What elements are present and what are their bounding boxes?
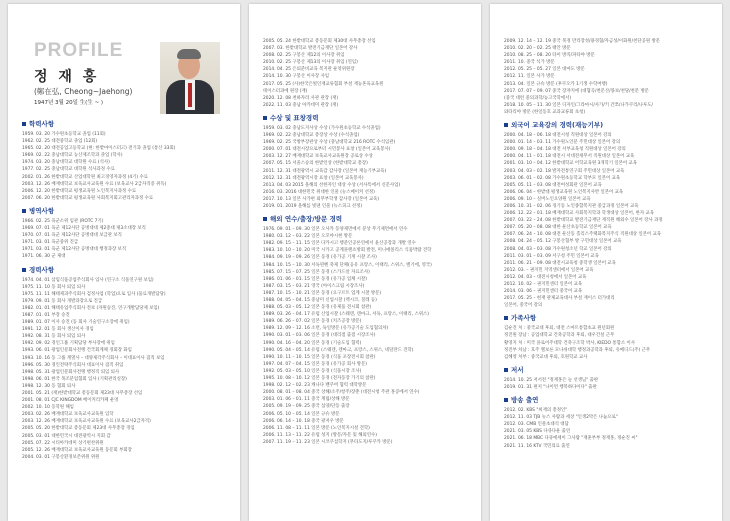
list-item: 1969. 02. 22 충남대학교 총장상 수상 (수석졸업) bbox=[263, 133, 360, 139]
list-item: 2002. 10. 10 동학원 해임 bbox=[22, 405, 74, 411]
list-item: 1971. 06. 30 군 제대 bbox=[22, 254, 66, 260]
list-item: 2012. 03. CMB 인물초대석 대담 bbox=[504, 422, 569, 428]
list-item: 1990. 03. 01 – 03. 06 일본 동경 (대리점 출점 시장조사) bbox=[263, 333, 376, 339]
list-item: 2006. 11. 13 – 11. 22 유럽 성지 (방문/자문 및 해외연수) bbox=[263, 432, 377, 438]
list-item: 1976. 09. 01 – 09. 30 일본 오사카 동양제면에서 분상 무기제면에서 연수 bbox=[263, 227, 408, 233]
list-item: 2007. 03. 한밭대학교 발전기금재단 일본어 강사 bbox=[263, 46, 358, 52]
list-item: 2021. 06. 18 MBC 다큐에세이 그사람 "재훈부부 정재홍, 정순진 씨" bbox=[504, 436, 638, 442]
section-title-text: 가족사항 bbox=[511, 314, 537, 323]
list-item: 2006. 09. 10 – 실버노인요양원 일본어 교육 bbox=[504, 196, 591, 202]
list-item: 1979. 09. 01 동 회사 개발과장으로 진급 bbox=[22, 298, 103, 304]
section-title bbox=[504, 121, 714, 130]
list-item: 1969. 02. 25 국방부장관상 수상 (충남대학교 216 ROTC 수석임관) bbox=[263, 140, 396, 146]
list-item: 2007. 05. 15 서울스승의 한밭인상 (한밭대학교 총장) bbox=[263, 161, 368, 167]
section-title-text: 외국어 교육강의 경력(재능기부) bbox=[511, 121, 604, 130]
section-title bbox=[504, 396, 714, 405]
list-item: 1997. 04. 07 – 04. 15 일본 동경 (유가공 회사 방문) bbox=[263, 361, 367, 367]
list-item: 2002. 01. 26 한밭대학교 산업대학원 최고경영자과정 (4기) 수료 bbox=[22, 174, 148, 180]
square-bullet-icon bbox=[504, 398, 508, 402]
list-item: 2005. 09. 19 – 09. 25 중국 섬양/단동 출장 bbox=[263, 404, 350, 410]
list-item: 2005. 05. 20 한밭대학교 총동문회 제23대 사무총장 경임 bbox=[22, 426, 135, 432]
list-item: 1992. 05. 03 – 05. 10 일본 동경 (식품시장 조사) bbox=[263, 368, 362, 374]
list-item: 1987. 10. 15 – 10. 21 일본 동경 (요구르트 업계 시찰 방문) bbox=[263, 290, 382, 296]
list-item: 2016. 03. 2016 대한민국 위대한 인물 (뉴스메이커 선정) bbox=[263, 189, 375, 195]
list-item: 2012. 12. 31 대전광역시장 표창 (일본어 교육봉사) bbox=[263, 175, 364, 181]
list-item: 2000. 01. 14 – 03. 11 가수원노인분 주민대상 일본어 강의 bbox=[504, 140, 621, 146]
list-item: 테이스터과에 원장 (재) bbox=[263, 88, 308, 94]
section-title bbox=[22, 207, 232, 216]
page-1-content bbox=[22, 120, 232, 461]
list-item: 2012. 05. 25 – 05. 27 일본 대마도 방문 bbox=[504, 67, 585, 73]
list-item: 황영지 처 : 미국 플로어주대학 건축구조학 박사, KIEDO 통합소 이사 bbox=[504, 340, 636, 346]
list-item: 2022. 11. 03 충남 아카데미 관장 (재) bbox=[263, 102, 339, 108]
list-item: 1984. 10. 15 – 10. 30 서독뮌헨 축제 단체(응유 프랑스, 이태리, 스위스, 벨기에, 영국) bbox=[263, 262, 432, 268]
section-title-text: 수상 및 표창경력 bbox=[270, 113, 319, 122]
list-item: 1977. 02. 25 충남대학교 대학원 석사과정 수료 bbox=[22, 167, 115, 173]
list-item: 2017. 07. 07 – 09. 07 중국 장쟈지에 (대협곡/천문산/몽보/천당/천문 방문 bbox=[504, 88, 649, 94]
list-item: 2001. 03. 10 – 04. 12 한밭대학교 어학교육원 3개학기 일본어 교육 bbox=[504, 161, 637, 167]
list-item: 1980. 03. 12 – 03. 22 일본 오꼬야시현 방문 bbox=[263, 234, 353, 240]
list-item: 2007. 06. 24 – 10. 08 대전 둔산동 홀리스주택화복지주식 직원대상 일본어 교육 bbox=[504, 232, 662, 238]
list-item: 1966. 02. 25 육군소위 임관 (ROTC 7기) bbox=[22, 218, 104, 224]
list-item: 2000. 07. 01 대전시장으로부터 시민봉사 표창 (일본어 교육봉사) bbox=[263, 147, 391, 153]
list-item: 2011. 12. 31 대전광역시 교육감 감사장 (일본어 재능기부교육) bbox=[263, 168, 387, 174]
list-item: 2006. 12. 20 한밭대학교 평생교육원 노인복지사과정 수료 bbox=[22, 188, 137, 194]
page-3 bbox=[490, 4, 722, 521]
list-item: 2005. 03. 01 대한민국시 대전광역시 지회 감 bbox=[22, 433, 111, 439]
list-item: 1993. 10. 16 동 그룹 계열사 – 대양제각주식회사 – 이대표이사 겸직 보임 bbox=[22, 355, 165, 361]
square-bullet-icon bbox=[22, 268, 26, 272]
list-item: 2003. 04. 03 – 02. 18 발자전통연구회 주민대상 일본어 교육 bbox=[504, 168, 625, 174]
list-item: 1998. 06. 01 한국 목조분업협회 입사 (기획관리실장) bbox=[22, 376, 127, 382]
section-title-text: 저서 bbox=[511, 365, 524, 374]
list-item: 1993. 06. 01 광업인분회사전맹 건국회계체 경회장 화임 bbox=[22, 348, 132, 354]
list-item: 2014. 03. 06 – 권지민센터 중국어 교육 bbox=[504, 289, 583, 295]
list-item: 2008. 04. 03 – 03. 08 가수원청소년 학교 일본어 강의 bbox=[504, 246, 612, 252]
list-item: 1975. 11. 10 동 회사 퇴임 퇴사 bbox=[22, 284, 86, 290]
list-item: 2000. 09. 18 – 04. 18 대전 서부교육청 직원대상 일본어 강의 bbox=[504, 147, 626, 153]
list-item: 2008. 02. 25 구봉산 제12의 이사장 취임 bbox=[263, 53, 345, 59]
square-bullet-icon bbox=[504, 123, 508, 127]
list-item: 2006. 06. 14 – 10. 18 중국 광저우 방문 bbox=[263, 418, 344, 424]
list-item: 1998. 02. 12 – 02. 23 캐나다 밴쿠버 협력 대학방문 bbox=[263, 383, 367, 389]
list-item: 1992. 09. 02 경인그룹 기획담당 부사장에 취임 bbox=[22, 341, 115, 347]
list-item: 정진부 차남 : 호주 멜보른 모나쉬대학 행정과공학과 후퇴, 유메디드(주) 근무 bbox=[504, 347, 651, 353]
list-item: 2010. 02. 20 – 02. 25 태안 방문 bbox=[504, 46, 571, 52]
list-item: 2014. 10. 25 저서전 "정재홍은 늘 선생님" 출판 bbox=[504, 377, 599, 383]
list-item: 1996. 05. 30 경인전략주식회사 대표이사 겸직 취임 bbox=[22, 362, 124, 368]
square-bullet-icon bbox=[504, 316, 508, 320]
list-item: 일본어, 중국어 강의 bbox=[504, 303, 543, 309]
square-bullet-icon bbox=[263, 217, 267, 221]
list-item: 2005. 05. 11 – 03. 08 대전여성회관 일본어 교육 bbox=[504, 182, 602, 188]
list-item: 1969. 07. 01 육군 제12사단 공병대대 제2중대 제3소대장 보직 bbox=[22, 226, 146, 232]
section-title bbox=[504, 314, 714, 323]
list-item: 2006. 10. 31 – 02. 06 경기동 노인종합복지관 중급과정 일본어 교육 bbox=[504, 203, 639, 209]
list-item: 2005. 05. 24 한밭대학교 총동문회 제30대 사무총장 선임 bbox=[263, 39, 376, 44]
list-item: 와타리야 방문 (한일동호 교과교류회 초청) bbox=[504, 109, 586, 115]
list-item: 2003. 06. 01 – 02. 08 가수원초등학교 학부모 일본어 교육 bbox=[504, 175, 621, 181]
list-item: 2006. 06. 04 – 한밭대 평생교육원 노인복지사반 일본어 교육 bbox=[504, 189, 624, 195]
list-item: 1975. 11. 11 해태제과주식회사 검정사업 (학업)으로 입사 (품료개발담당) bbox=[22, 291, 166, 297]
section-title bbox=[263, 215, 473, 224]
list-item: 1982. 09. 15 – 11. 15 일본 다카시고 행준인공론연에서 윤산공장과 개발 연수 bbox=[263, 241, 416, 247]
list-item: 2020. 12. 08 천하자라 사관 관장 (재) bbox=[263, 95, 339, 101]
list-item: 2013. 04. 일본 규슈 방문 (후쿠오카 1기생 수학여행) bbox=[504, 81, 608, 87]
list-item: 1989. 03. 26 – 04. 17 유럽 산업시찰 (스웨덴, 덴마크, 서독, 프랑스, 이태리, 스위스) bbox=[263, 312, 430, 318]
list-item: 1998. 12. 30 동 협회 퇴사 bbox=[22, 383, 76, 389]
list-item: 2007. 11. 19 – 11. 23 일본 시코쿠섬학지 (무타도지/루쿠카 방문) bbox=[263, 439, 393, 445]
profile-photo bbox=[160, 42, 220, 114]
list-item: 2019. 01. 2019 올해를 빛낸 인물 (뉴스피크 선정) bbox=[263, 203, 363, 209]
list-item: 2007. 06. 20 한밭대학교 평생교육원 사회복지회고관리자과정 수료 bbox=[22, 195, 154, 201]
birth-date: 1947년 3월 20일 生(生 ~ ) bbox=[34, 100, 104, 106]
person-name: 정 재 홍 bbox=[34, 69, 100, 85]
list-item: 1990. 04. 16 – 04. 20 일본 동경 (기술도입 협력) bbox=[263, 340, 362, 346]
list-item: 2021. 11. 16 KTV 국민의료 출연 bbox=[504, 443, 570, 449]
list-item: 2019. 01. 31 편저 "나이면 행복하다이다" 출판 bbox=[504, 384, 597, 390]
list-item: 1995. 10. 08 – 10. 12 일본 동경 (전자동장 가기의 참관) bbox=[263, 376, 376, 382]
list-item: 2000. 04. 18 – 06. 18 대전시청 직원대상 일본어 강의 bbox=[504, 133, 612, 139]
section-title-text: 경력사항 bbox=[29, 265, 55, 274]
page-2-content bbox=[263, 38, 473, 446]
section-title bbox=[504, 366, 714, 375]
list-item: 2006. 11. 08 – 11. 11 일본 방문 (노인복지시설 견학) bbox=[263, 425, 370, 431]
list-item: 2013. 04. 03 2015 올해의 선한자인 대상 수상 (서사특에서 신문사업) bbox=[263, 182, 401, 188]
list-item: 2005. 12. 26 배재대학교 보육교사교육원 동문회 부회장 bbox=[22, 447, 132, 453]
list-item: 1989. 12. 09 – 12. 16 소련, 독일방문 (유가공기술 도입협의차) bbox=[263, 326, 389, 332]
list-item: 2008. 04. 24 – 05. 12 구봉산협부 방 구민대상 일본어 교육 bbox=[504, 239, 622, 245]
list-item: 2021. 03. 05 KBS 다큐다운 출연 bbox=[504, 429, 571, 435]
page-1 bbox=[8, 4, 240, 521]
list-item: 2004. 03. 01 구봉산환경보존위원 위원 bbox=[22, 454, 100, 460]
list-item: 1959. 03. 02 충남도지사상 수상 (가수원초등학교 수석졸업) bbox=[263, 125, 381, 131]
list-item: 2001. 05. 21 (재)한밭대학교 총동문회 제23대 사무총장 선임 bbox=[22, 391, 143, 396]
list-item: 김혜영 처부 : 중국교대 후퇴, 호원학교 교사 bbox=[504, 354, 588, 360]
list-item: 1971. 03. 01 육군 제12사단 공병대대 행정과장 보직 bbox=[22, 247, 127, 253]
list-item: 2017. 05. 25 (사)한국은빛인재교류협회 부설 재능혼육교육원 bbox=[263, 81, 384, 87]
list-item: 1971. 03. 01 육군중위 진급 bbox=[22, 240, 79, 246]
list-item: 1990. 05. 04 – 05. 14 유럽 (스웨덴, 덴마크, 프랑스, 스위스, 네덜란드 견학) bbox=[263, 347, 414, 353]
list-item: 1988. 05. 03 – 05. 12 일본 동경 (유제품 전시회 참관) bbox=[263, 305, 372, 311]
list-item: 2011. 10. 중국 석가 방문 bbox=[504, 60, 555, 66]
list-item: 2011. 03. 01 – 03. 09 서구청 주민 일본어 교육 bbox=[504, 253, 599, 259]
list-item: 2003. 12. 26 배재대학교 보육교사교육원 수료 (보육교사 2급자격증 취득) bbox=[22, 181, 167, 187]
list-item: 1974. 04. 01 삼립식품공업주식회사 입사 (연구소 식품연구원 보임) bbox=[22, 277, 154, 283]
list-item: 1970. 07. 01 육군 제12사단 공병대대 보급관 보직 bbox=[22, 233, 122, 239]
list-item: 2010. 08. 25 – 08. 20 타이 방콕/파타야 방문 bbox=[504, 53, 595, 59]
list-item: 2000. 08. 01 – 08. 04 중국 상해/소주/항주/장춘 (대전시청 주관 홍콩에서 연수) bbox=[263, 390, 420, 396]
list-item: 1987. 01. 01 부장 승진 bbox=[22, 312, 70, 318]
list-item: 1989. 06. 26 – 07. 02 일본 동경 (치즈공장 방문) bbox=[263, 319, 362, 325]
section-title bbox=[22, 266, 232, 275]
list-item: 1965. 02. 20 대전공업고등학교 (현: 한밭마이스터고) 전기과 졸업 (통산 33회) bbox=[22, 146, 176, 152]
section-title-text: 학력사항 bbox=[29, 120, 55, 128]
list-item: 2006. 05. 10 – 05. 14 일본 규슈 방문 bbox=[263, 411, 340, 417]
person-name-sub: (鄭在弘, Cheong~Jaehong) bbox=[34, 87, 133, 96]
section-title bbox=[22, 120, 232, 129]
list-item: 2003. 02. 26 배재대학교 보육교사교육원 입학 bbox=[22, 412, 114, 418]
list-item: 2017. 05. 25 – 현재 관제교육대사 부설 재이스 터가대리 bbox=[504, 296, 615, 302]
square-bullet-icon bbox=[263, 116, 267, 120]
list-item: 2003. 01. 06 – 01. 11 중국 계림/상해 방문 bbox=[263, 397, 350, 403]
list-item: 2012. 03. – 권지민 지역센터에서 일본어 교육 bbox=[504, 267, 594, 273]
list-item: 2009. 12. 14 – 12. 19 중국 북경 만리장성/용경협/자금성/이화원/천단공원 방문 bbox=[504, 39, 660, 44]
list-item: 2010. 02. 25 구봉산 제13의 이사장 취임 (연임) bbox=[263, 60, 358, 66]
list-item: 1974. 03. 20 충남대학교 대학원 수료 (석사) bbox=[22, 160, 110, 166]
list-item: 정진원 장남 : 공업대학교 건축공학과 후퇴, 대우건설 근무 bbox=[504, 333, 615, 339]
page-2 bbox=[249, 4, 481, 521]
list-item: 1969. 02. 22 충남대학교 농산제조학과 졸업 (학사) bbox=[22, 153, 123, 159]
section-title bbox=[263, 114, 473, 123]
list-item: 1959. 03. 20 가수원초등학교 졸업 (11회) bbox=[22, 132, 106, 137]
page-3-content bbox=[504, 38, 714, 450]
list-item: 2007. 05. 20 – 08. 08 대한 둔산초등학교 일본어 교육 bbox=[504, 225, 612, 231]
list-item: 2000. 04. 11 – 01. 18 대전시 서대전세무서 직원대상 일본어 교육 bbox=[504, 154, 635, 160]
section-title-text: 병역사항 bbox=[29, 206, 55, 215]
list-item: (중국 대련 중의과학/농고국학에서) bbox=[504, 95, 572, 101]
list-item: 김순진 처 : 중국교대 후퇴, 대전 스마트통합초교 원년회원 bbox=[504, 326, 615, 332]
list-item: 1985. 07. 15 – 07. 25 일본 동경 (스가드살 자료조사) bbox=[263, 269, 370, 275]
list-item: 1987. 03. 15 – 03. 21 영국 (아이스크림 시장조사) bbox=[263, 283, 365, 289]
list-item: 1992. 08. 31 동 회사 퇴임 퇴사 bbox=[22, 334, 86, 340]
list-item: 2012. 11. 03 TJB 뉴스 사람과 세상 "인생2막은 나눔으로" bbox=[504, 415, 618, 421]
list-item: 1998. 05. 31 광업인분회사전맹 행정직 퇴임 퇴사 bbox=[22, 369, 120, 375]
list-item: 1986. 01. 06 – 01. 15 일본 동경 (유가공 업체 시찰) bbox=[263, 276, 367, 282]
list-item: 1962. 02. 25 대전중학교 졸업 (12회) bbox=[22, 139, 98, 145]
list-item: 2012. 10. 02 – 권지민센터 일본어 교육 bbox=[504, 282, 583, 287]
list-item: 1989. 01. 07 이사 승진 (동 회사 기술연구소장에 취임) bbox=[22, 320, 130, 326]
list-item: 2017. 10. 13 일본 사가현 외무부학생 감사장 (일본어 교육) bbox=[263, 196, 380, 202]
list-item: 2001. 08. 01 CJC KINGDOM 베이커리카페 운영 bbox=[22, 398, 119, 404]
list-item: 2012. 02. KBS "희재의 총정인" bbox=[504, 408, 568, 414]
list-item: 1984. 09. 19 – 09. 26 일본 동경 (유가공 기계 시찰 조사) bbox=[263, 255, 377, 261]
list-item: 2003. 12. 27 배재대학교 보육교사교육원장 공로상 수상 bbox=[263, 154, 373, 160]
section-title-text: 해외 연수/출장/방문 경력 bbox=[270, 215, 343, 224]
list-item: 1990. 10. 11 – 10. 15 일본 동경 (식품 포장전시회 참관) bbox=[263, 354, 376, 360]
list-item: 2014. 04. 25 은퇴준비교육 복지관 운영위원장 bbox=[263, 67, 355, 73]
square-bullet-icon bbox=[22, 122, 26, 126]
section-title-text: 방송 출연 bbox=[511, 396, 539, 405]
list-item: 1988. 04. 05 – 04. 15 중남미 신업시찰 (멕시코, 칠레 등) bbox=[263, 298, 377, 303]
list-item: 1982. 01. 01 해태유업주식회사 전보 (자원승진, 연구개발담당제 보임) bbox=[22, 305, 160, 311]
list-item: 2011. 06. 21 – 09. 08 대전시교육청 중학생 일본어 교육 bbox=[504, 260, 616, 266]
list-item: 2005. 07. 22 시티아카데미 상기편찬위원 bbox=[22, 440, 104, 446]
list-item: 2018. 10. 05 – 11. 30 일본 디자인/그라마시/사가/키 간쪼/나가쿠리/나루도/ bbox=[504, 102, 654, 108]
square-bullet-icon bbox=[504, 368, 508, 372]
list-item: 2012. 04. 03 – 대전시청에서 일본어 교육 bbox=[504, 274, 587, 280]
list-item: 2007. 03. 22 – 24. 08 한밭대학교 발전기금재단 재직원 해외수 일본어 강사 과정 bbox=[504, 218, 663, 224]
profile-title: PROFILE bbox=[34, 40, 124, 61]
list-item: 1991. 12. 01 동 회사 생산이사 경임 bbox=[22, 327, 94, 333]
list-item: 2012. 11. 일본 사가 방문 bbox=[504, 74, 555, 80]
list-item: 2014. 10. 30 구봉산 이사장 사임 bbox=[263, 74, 330, 80]
list-item: 2003. 12. 26 배재대학교 보육교사교육원 수료 (보육교사2급자격) bbox=[22, 419, 151, 425]
list-item: 2006. 12. 22 – 01. 18 배재대학교 사회복지학과 학생대상 일본어, 한자 교육 bbox=[504, 211, 654, 217]
list-item: 1983. 10. 10 – 10. 20 미국 시카고 공계플랜츠방회 발전, 미니애폴리스 식품박람 견학 bbox=[263, 248, 432, 254]
square-bullet-icon bbox=[22, 209, 26, 213]
